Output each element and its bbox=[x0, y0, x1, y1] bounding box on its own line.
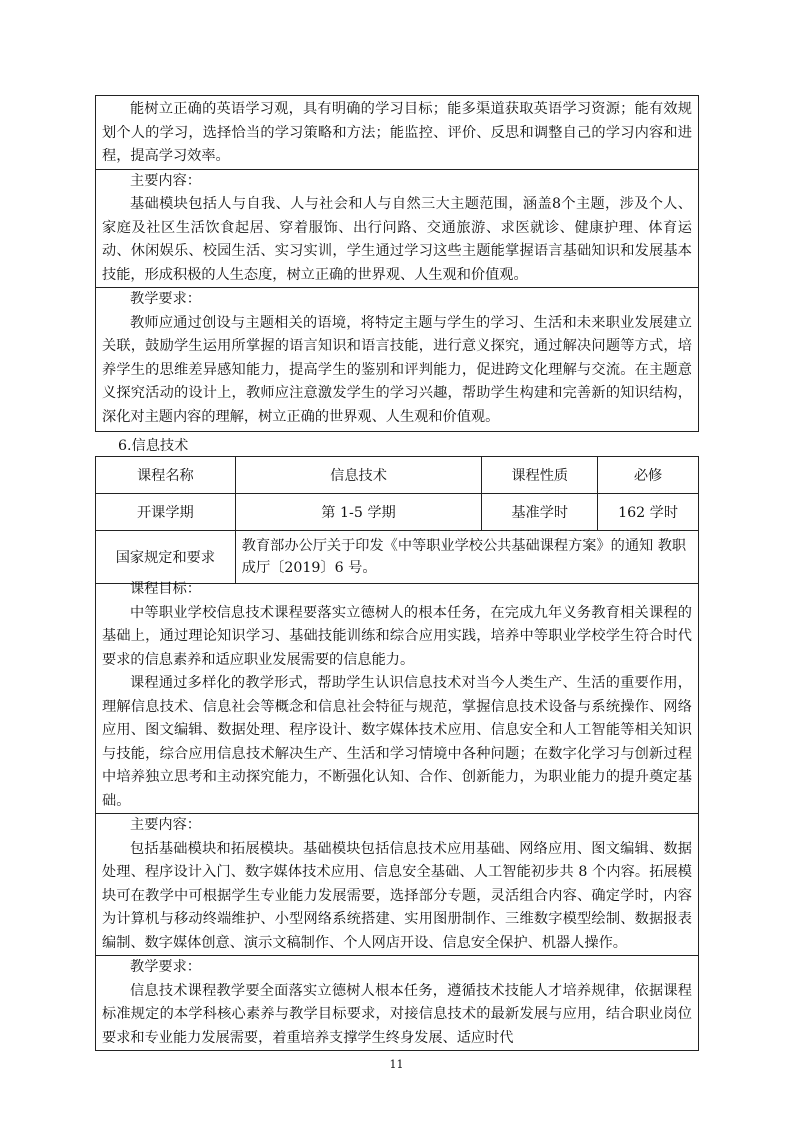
english-course-block bbox=[95, 95, 699, 432]
section-title: 6.信息技术 bbox=[118, 438, 189, 454]
term-value: 第 1-5 学期 bbox=[235, 494, 482, 531]
goal-paragraph-2: 课程通过多样化的教学形式，帮助学生认识信息技术对当今人类生产、生活的重要作用，理解信息技术、信息社会等概念和信息社会特征与规范，掌握信息技术设备与系统操作、网络应用、图文编辑、数据处理、程序设计、数字媒体技术应用、信息安全和人工智能等相关知识与技能，综合应用信息技术解决生产、生活和学习情境中各种问题；在数字化学习与创新过程中培养独立思考和主动探究能力，不断强化认知、合作、创新能力，为职业能力的提升奠定基础。 bbox=[102, 675, 692, 809]
content-paragraph: 基础模块包括人与自我、人与社会和人与自然三大主题范围，涵盖8个主题，涉及个人、家庭及社区生活饮食起居、穿着服饰、出行问路、交通旅游、求医就诊、健康护理、体育运动、休闲娱乐、校园生活、实习实训，学生通过学习这些主题能掌握语言基础知识和发展基本技能，形成积极的人生态度，树立正确的世界观、人生观和价值观。 bbox=[102, 196, 692, 283]
page-number: 11 bbox=[389, 1058, 404, 1071]
regulation-value: 教育部办公厅关于印发《中等职业学校公共基础课程方案》的通知 教职成厅〔2019〕6 号。 bbox=[235, 531, 698, 584]
hours-label: 基准学时 bbox=[482, 494, 598, 531]
term-label: 开课学期 bbox=[96, 494, 236, 531]
goal-heading: 课程目标： bbox=[130, 581, 201, 597]
course-name-label: 课程名称 bbox=[96, 457, 236, 494]
content-heading: 主要内容： bbox=[130, 817, 201, 833]
requirements-heading: 教学要求： bbox=[130, 291, 201, 307]
table-row bbox=[96, 457, 699, 494]
it-course-block bbox=[95, 578, 699, 1051]
course-nature-label: 课程性质 bbox=[482, 457, 598, 494]
intro-paragraph: 能树立正确的英语学习观，具有明确的学习目标；能多渠道获取英语学习资源；能有效规划个人的学习，选择恰当的学习策略和方法；能监控、评价、反思和调整自己的学习内容和进程，提高学习效率。 bbox=[102, 101, 692, 164]
table-row bbox=[96, 531, 699, 584]
goal-paragraph-1: 中等职业学校信息技术课程要落实立德树人的根本任务，在完成九年义务教育相关课程的基础上，通过理论知识学习、基础技能训练和综合应用实践，培养中等职业学校学生符合时代要求的信息素养和适应职业发展需要的信息能力。 bbox=[102, 604, 692, 668]
content-heading: 主要内容： bbox=[130, 172, 201, 189]
hours-value: 162 学时 bbox=[598, 494, 699, 531]
table-row bbox=[96, 494, 699, 531]
requirements-heading: 教学要求： bbox=[130, 959, 201, 975]
course-name-value: 信息技术 bbox=[235, 457, 482, 494]
regulation-label: 国家规定和要求 bbox=[96, 531, 236, 584]
course-nature-value: 必修 bbox=[598, 457, 699, 494]
course-info-table bbox=[95, 456, 699, 584]
requirements-paragraph: 信息技术课程教学要全面落实立德树人根本任务，遵循技术技能人才培养规律，依据课程标准规定的本学科核心素养与教学目标要求，对接信息技术的最新发展与应用，结合职业岗位要求和专业能力发展需要，着重培养支撑学生终身发展、适应时代 bbox=[102, 982, 692, 1046]
requirements-paragraph: 教师应通过创设与主题相关的语境，将特定主题与学生的学习、生活和未来职业发展建立关联，鼓励学生运用所掌握的语言知识和语言技能，进行意义探究，通过解决问题等方式，培养学生的思维差异感知能力，提高学生的鉴别和评判能力，促进跨文化理解与交流。在主题意义探究活动的设计上，教师应注意激发学生的学习兴趣，帮助学生构建和完善新的知识结构，深化对主题内容的理解，树立正确的世界观、人生观和价值观。 bbox=[102, 314, 692, 425]
content-paragraph: 包括基础模块和拓展模块。基础模块包括信息技术应用基础、网络应用、图文编辑、数据处理、程序设计入门、数字媒体技术应用、信息安全基础、人工智能初步共 8 个内容。拓展模块可在教学中可根据学生专业能力发展需要，选择部分专题，灵活组合内容、确定学时，内容为计算机与移动终端维护、小型网络系统搭建、实用图册制作、三维数字模型绘制、数据报表编制、数字媒体创意、演示文稿制作、个人网店开设、信息安全保护、机器人操作。 bbox=[102, 840, 692, 951]
